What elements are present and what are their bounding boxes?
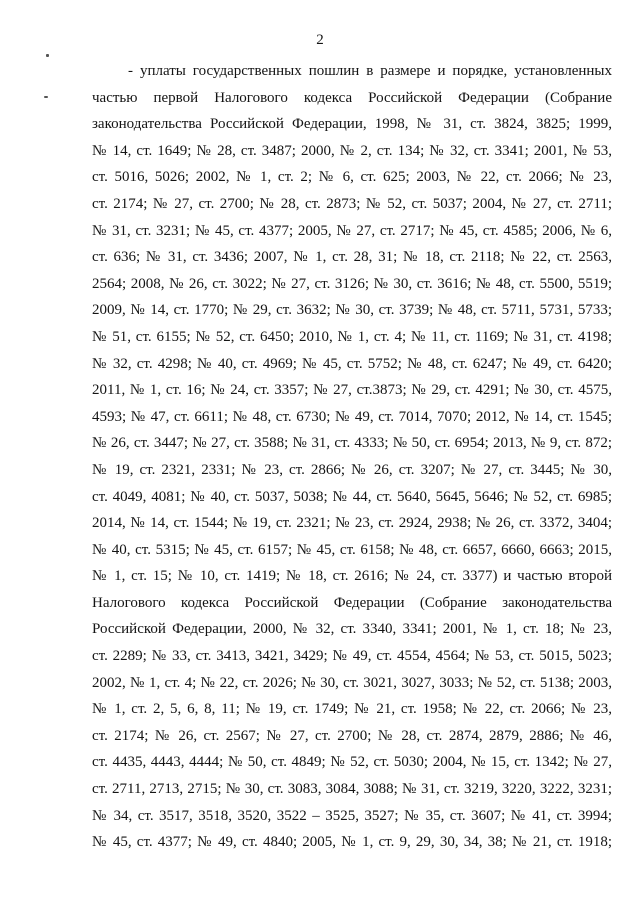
paragraph-line: ст. 4049, 4081; № 40, ст. 5037, 5038; № 44, ст. 5640, 5645, 5646; № 52, ст. 6985; <box>92 488 612 505</box>
paragraph-line: 2564; 2008, № 26, ст. 3022; № 27, ст. 3126; № 30, ст. 3616; № 48, ст. 5500, 5519; <box>92 275 612 292</box>
paragraph-line: ст. 2174; № 26, ст. 2567; № 27, ст. 2700; № 28, ст. 2874, 2879, 2886; № 46, <box>92 727 612 744</box>
paragraph-line: 2014, № 14, ст. 1544; № 19, ст. 2321; № 23, ст. 2924, 2938; № 26, ст. 3372, 3404; <box>92 515 612 532</box>
paragraph-line: - уплаты государственных пошлин в размере и порядке, установленных <box>128 63 612 79</box>
paragraph-line: № 51, ст. 6155; № 52, ст. 6450; 2010, № 1, ст. 4; № 11, ст. 1169; № 31, ст. 4198; <box>92 328 612 345</box>
paragraph-line: № 19, ст. 2321, 2331; № 23, ст. 2866; № 26, ст. 3207; № 27, ст. 3445; № 30, <box>92 461 612 478</box>
paragraph-line: № 34, ст. 3517, 3518, 3520, 3522 – 3525, 3527; № 35, ст. 3607; № 41, ст. 3994; <box>92 807 612 824</box>
paragraph-line: ст. 5016, 5026; 2002, № 1, ст. 2; № 6, ст. 625; 2003, № 22, ст. 2066; № 23, <box>92 169 612 186</box>
paragraph-line: частью первой Налогового кодекса Российской Федерации (Собрание <box>92 89 612 106</box>
paragraph-line: Налогового кодекса Российской Федерации (Собрание законодательства <box>92 594 612 611</box>
paragraph-line: законодательства Российской Федерации, 1998, № 31, ст. 3824, 3825; 1999, <box>92 116 612 133</box>
paragraph-line: ст. 636; № 31, ст. 3436; 2007, № 1, ст. 28, 31; № 18, ст. 2118; № 22, ст. 2563, <box>92 249 612 266</box>
paragraph-line: № 45, ст. 4377; № 49, ст. 4840; 2005, № 1, ст. 9, 29, 30, 34, 38; № 21, ст. 1918; <box>92 834 612 851</box>
paragraph-line: № 26, ст. 3447; № 27, ст. 3588; № 31, ст. 4333; № 50, ст. 6954; 2013, № 9, ст. 872; <box>92 435 612 452</box>
scan-speck <box>44 96 48 98</box>
paragraph-line: ст. 2711, 2713, 2715; № 30, ст. 3083, 3084, 3088; № 31, ст. 3219, 3220, 3222, 3231; <box>92 781 612 798</box>
paragraph-line: № 1, ст. 2, 5, 6, 8, 11; № 19, ст. 1749; № 21, ст. 1958; № 22, ст. 2066; № 23, <box>92 701 612 718</box>
paragraph-line: 2009, № 14, ст. 1770; № 29, ст. 3632; № 30, ст. 3739; № 48, ст. 5711, 5731, 5733; <box>92 302 612 319</box>
paragraph-line: № 14, ст. 1649; № 28, ст. 3487; 2000, № 2, ст. 134; № 32, ст. 3341; 2001, № 53, <box>92 142 612 159</box>
paragraph-line: ст. 2174; № 27, ст. 2700; № 28, ст. 2873; № 52, ст. 5037; 2004, № 27, ст. 2711; <box>92 195 612 212</box>
paragraph-line: ст. 4435, 4443, 4444; № 50, ст. 4849; № 52, ст. 5030; 2004, № 15, ст. 1342; № 27, <box>92 754 612 771</box>
paragraph-line: № 32, ст. 4298; № 40, ст. 4969; № 45, ст. 5752; № 48, ст. 6247; № 49, ст. 6420; <box>92 355 612 372</box>
paragraph-line: 4593; № 47, ст. 6611; № 48, ст. 6730; № 49, ст. 7014, 7070; 2012, № 14, ст. 1545; <box>92 408 612 425</box>
paragraph-line: Российской Федерации, 2000, № 32, ст. 3340, 3341; 2001, № 1, ст. 18; № 23, <box>92 621 612 638</box>
paragraph-line: № 1, ст. 15; № 10, ст. 1419; № 18, ст. 2616; № 24, ст. 3377) и частью второй <box>92 568 612 585</box>
paragraph-line: ст. 2289; № 33, ст. 3413, 3421, 3429; № 49, ст. 4554, 4564; № 53, ст. 5015, 5023; <box>92 648 612 665</box>
paragraph-line: № 31, ст. 3231; № 45, ст. 4377; 2005, № 27, ст. 2717; № 45, ст. 4585; 2006, № 6, <box>92 222 612 239</box>
body-paragraph <box>92 58 612 856</box>
scan-speck <box>46 54 49 57</box>
page-number: 2 <box>316 32 324 48</box>
paragraph-line: 2002, № 1, ст. 4; № 22, ст. 2026; № 30, ст. 3021, 3027, 3033; № 52, ст. 5138; 2003, <box>92 674 612 691</box>
paragraph-line: № 40, ст. 5315; № 45, ст. 6157; № 45, ст. 6158; № 48, ст. 6657, 6660, 6663; 2015, <box>92 541 612 558</box>
paragraph-line: 2011, № 1, ст. 16; № 24, ст. 3357; № 27, ст.3873; № 29, ст. 4291; № 30, ст. 4575, <box>92 382 612 399</box>
